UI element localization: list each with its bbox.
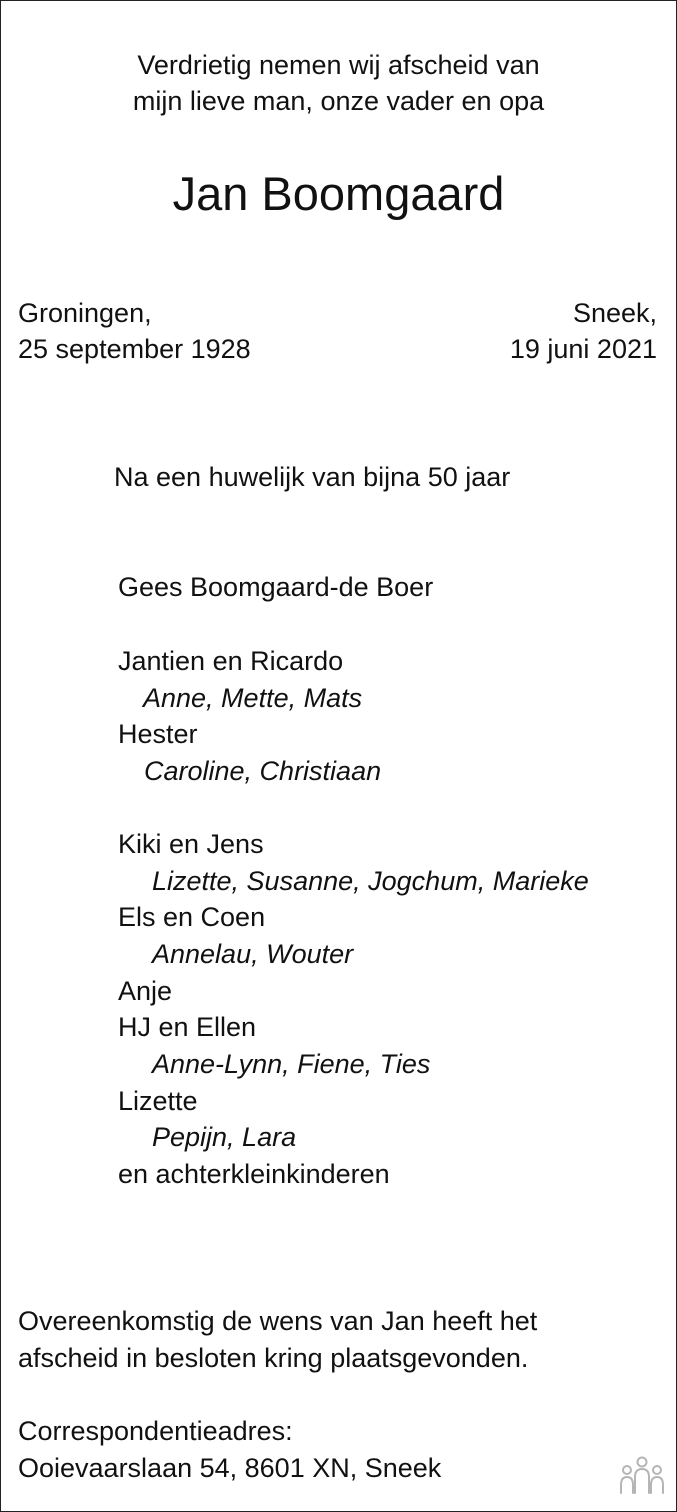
- grandchildren: Pepijn, Lara: [152, 1122, 297, 1152]
- great-grandchildren: en achterkleinkinderen: [118, 1159, 390, 1189]
- grandchildren: Anne, Mette, Mats: [143, 683, 363, 713]
- family-member: Hester: [118, 719, 198, 749]
- death-date: 19 juni 2021: [509, 334, 657, 364]
- closing-line-2: afscheid in besloten kring plaatsgevonden.: [18, 1343, 529, 1373]
- correspondence-label: Correspondentieadres:: [18, 1416, 293, 1446]
- marriage-text: Na een huwelijk van bijna 50 jaar: [114, 462, 511, 492]
- family-member: Anje: [118, 976, 173, 1006]
- family-member: Lizette: [118, 1086, 198, 1116]
- family-member: Els en Coen: [118, 902, 266, 932]
- family-member: Kiki en Jens: [118, 829, 264, 859]
- grandchildren: Lizette, Susanne, Jogchum, Marieke: [152, 866, 589, 896]
- spouse-name: Gees Boomgaard-de Boer: [118, 572, 434, 602]
- grandchildren: Anne-Lynn, Fiene, Ties: [152, 1049, 431, 1079]
- birth-place: Groningen,: [18, 298, 152, 328]
- family-member: Jantien en Ricardo: [118, 646, 344, 676]
- correspondence-address: Ooievaarslaan 54, 8601 XN, Sneek: [18, 1453, 442, 1483]
- grandchildren: Caroline, Christiaan: [144, 756, 382, 786]
- intro-line-2: mijn lieve man, onze vader en opa: [132, 86, 545, 116]
- intro-line-1: Verdrietig nemen wij afscheid van: [137, 50, 540, 80]
- death-place: Sneek,: [572, 298, 657, 328]
- family-member: HJ en Ellen: [118, 1012, 257, 1042]
- deceased-name: Jan Boomgaard: [172, 167, 505, 220]
- birth-date: 25 september 1928: [18, 334, 251, 364]
- closing-line-1: Overeenkomstig de wens van Jan heeft het: [18, 1306, 538, 1336]
- grandchildren: Annelau, Wouter: [152, 939, 354, 969]
- people-group-icon: [618, 1455, 666, 1497]
